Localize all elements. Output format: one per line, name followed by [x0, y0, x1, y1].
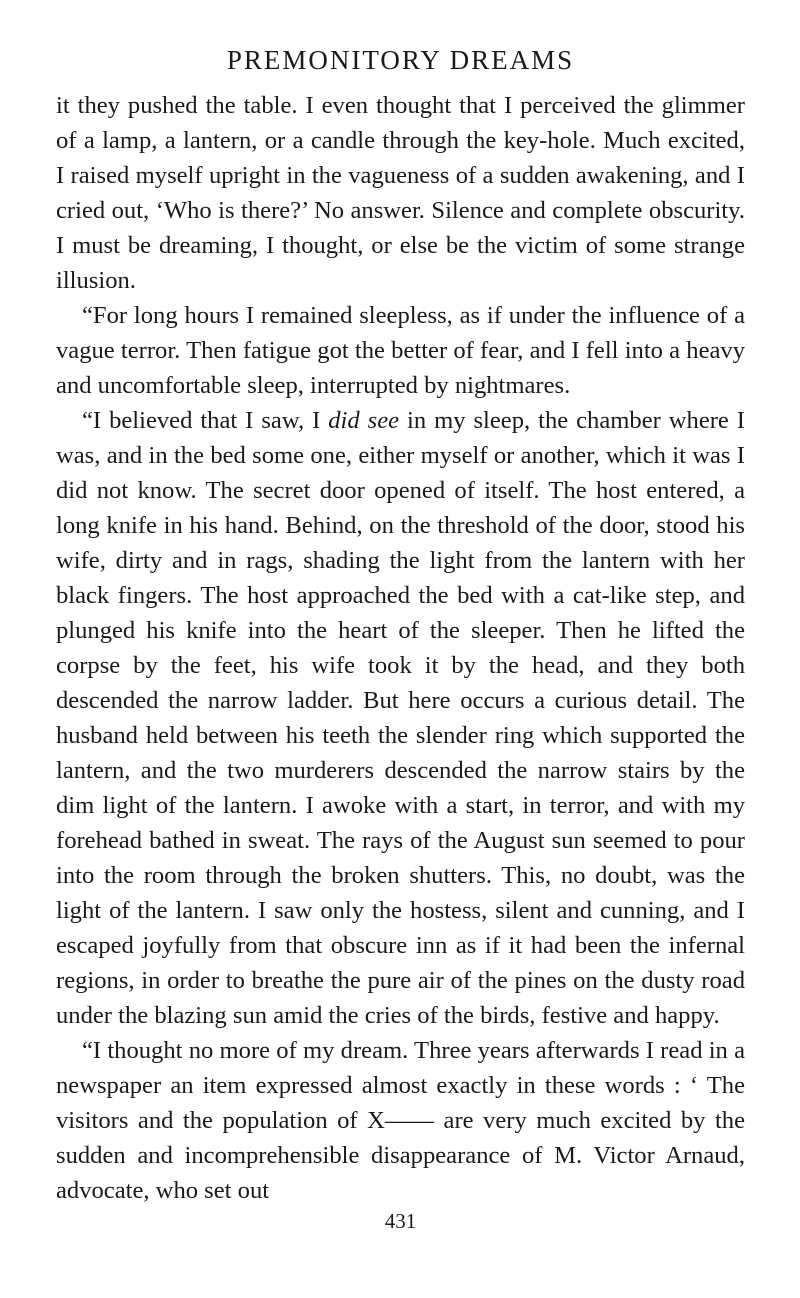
paragraph-3-rest: in my sleep, the chamber where I was, and in the bed some one, either myself or another, which it was I did not know. The secret door opened of itself. The host entered, a long knife in his hand. Behind, on the threshold of the door, stood his wife, dirty and in rags, shading the light from the lantern with her black fingers. The host approached the bed with a cat-like step, and plunged his knife into the heart of the sleeper. Then he lifted the corpse by the feet, his wife took it by the head, and they both descended the narrow ladder. But here occurs a curious detail. The husband held between his teeth the slender ring which supported the lantern, and the two murderers descended the narrow stairs by the dim light of the lantern. I awoke with a start, in terror, and with my forehead bathed in sweat. The rays of the August sun seemed to pour into the room through the broken shutters. This, no doubt, was the light of the lantern. I saw only the hostess, silent and cunning, and I escaped joyfully from that obscure inn as if it had been the infernal regions, in order to breathe the pure air of the pines on the dusty road under the blazing sun amid the cries of the birds, festive and happy. — [56, 407, 745, 1029]
paragraph-3-emphasis: did see — [328, 407, 400, 434]
paragraph-3 — [56, 403, 745, 1033]
running-head: PREMONITORY DREAMS — [226, 45, 575, 75]
body-text — [56, 88, 745, 1208]
paragraph-3-start: “I believed that I saw, I — [82, 407, 329, 434]
paragraph-2: “For long hours I remained sleepless, as if under the influence of a vague terror. Then fatigue got the better of fear, and I fell into a heavy and uncomfortable sleep, interrupted by nightmares. — [56, 302, 745, 399]
paragraph-1: it they pushed the table. I even thought that I perceived the glimmer of a lamp, a lantern, or a candle through the key-hole. Much excited, I raised myself upright in the vagueness of a sudden awakening, and I cried out, ‘Who is there?’ No answer. Silence and complete obscurity. I must be dreaming, I thought, or else be the victim of some strange illusion. — [56, 92, 745, 294]
paragraph-4: “I thought no more of my dream. Three years afterwards I read in a newspaper an item expressed almost exactly in these words : ‘ The visitors and the population of X—— are very much excited by the sudden and incomprehensible disappearance of M. Victor Arnaud, advocate, who set out — [56, 1037, 745, 1204]
page-number: 431 — [384, 1209, 417, 1233]
